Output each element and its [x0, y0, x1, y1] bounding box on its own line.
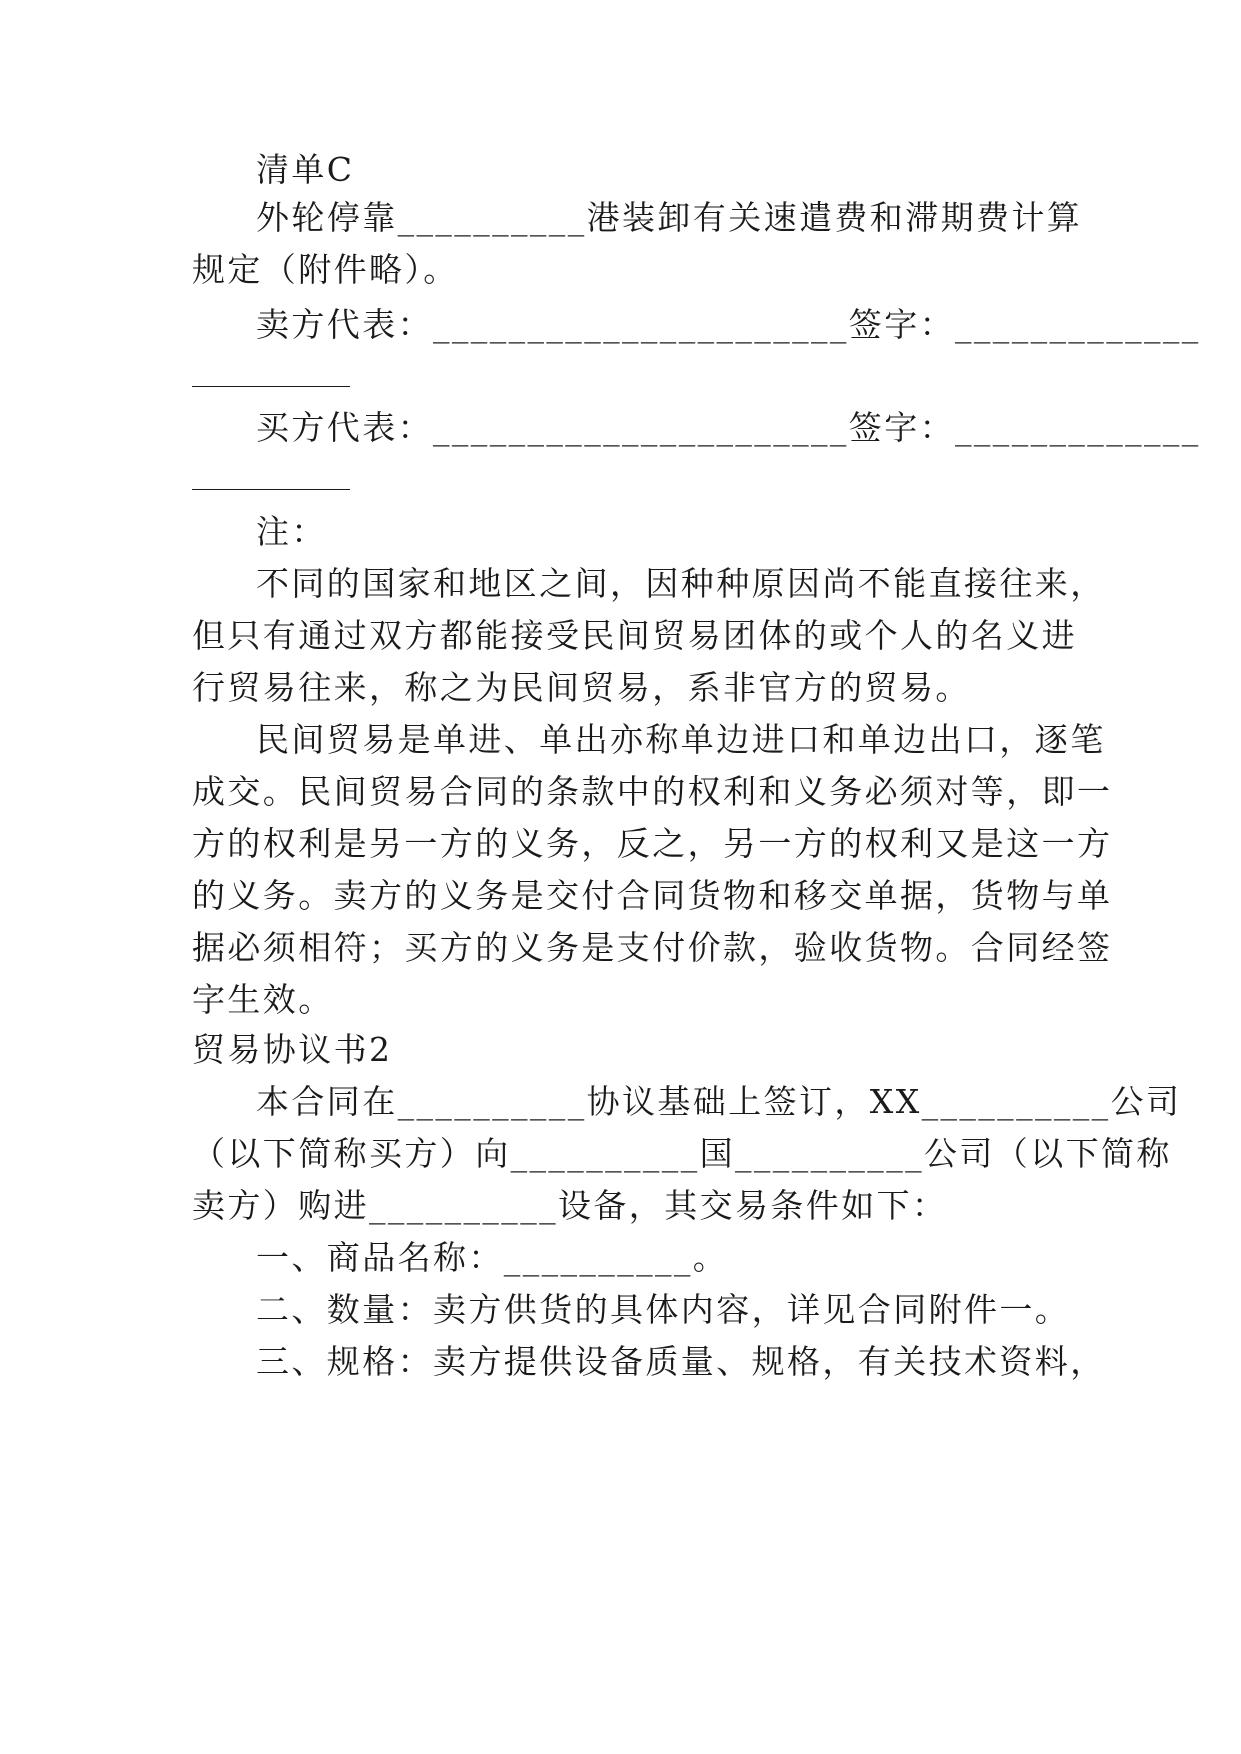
paragraph-line: （以下简称买方）向__________国__________公司（以下简称	[192, 1134, 1172, 1173]
list-c-heading: 清单C	[256, 150, 355, 189]
section-title: 贸易协议书2	[192, 1030, 393, 1069]
paragraph-line: 不同的国家和地区之间，因种种原因尚不能直接往来，	[256, 564, 1106, 603]
paragraph-line: 方的权利是另一方的义务，反之，另一方的权利又是这一方	[192, 824, 1113, 863]
paragraph-line: 卖方）购进__________设备，其交易条件如下：	[192, 1186, 948, 1225]
paragraph-line: 民间贸易是单进、单出亦称单边进口和单边出口，逐笔	[256, 720, 1106, 759]
paragraph-line: 但只有通过双方都能接受民间贸易团体的或个人的名义进	[192, 616, 1077, 655]
seller-representative-line: 卖方代表：______________________签字：_____________	[256, 305, 1201, 344]
buyer-representative-line: 买方代表：______________________签字：_____________	[256, 408, 1201, 447]
paragraph-line: 据必须相符；买方的义务是支付价款，验收货物。合同经签	[192, 928, 1113, 967]
signature-underline	[192, 386, 350, 387]
note-heading: 注：	[256, 512, 327, 551]
paragraph-line: 本合同在__________协议基础上签订，XX__________公司	[256, 1082, 1182, 1121]
paragraph-line: 成交。民间贸易合同的条款中的权利和义务必须对等，即一	[192, 772, 1113, 811]
paragraph-line: 的义务。卖方的义务是交付合同货物和移交单据，货物与单	[192, 876, 1113, 915]
paragraph-line: 字生效。	[192, 980, 334, 1019]
paragraph-line: 行贸易往来，称之为民间贸易，系非官方的贸易。	[192, 668, 971, 707]
clause-line: 二、数量：卖方供货的具体内容，详见合同附件一。	[256, 1290, 1071, 1329]
clause-line: 三、规格：卖方提供设备质量、规格，有关技术资料，	[256, 1342, 1106, 1381]
signature-underline	[192, 489, 350, 490]
clause-line: 一、商品名称：__________。	[256, 1238, 729, 1277]
paragraph-line: 规定（附件略）。	[192, 250, 459, 289]
paragraph-line: 外轮停靠__________港装卸有关速遣费和滞期费计算	[256, 198, 1083, 237]
